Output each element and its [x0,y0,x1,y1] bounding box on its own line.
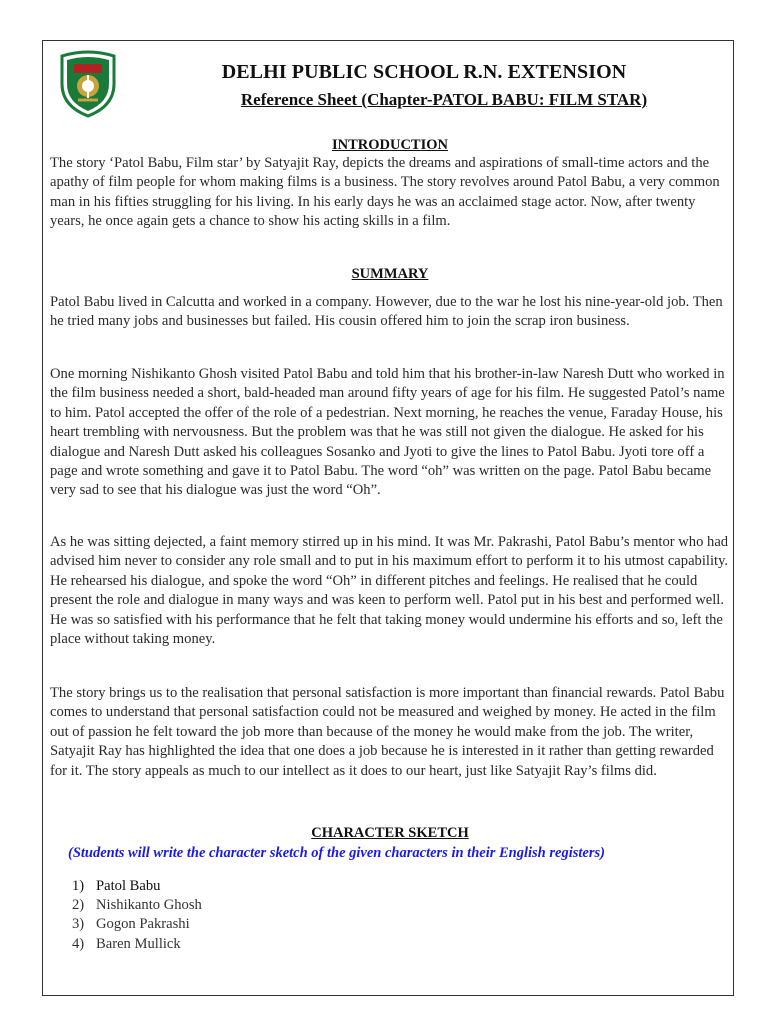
introduction-paragraph: The story ‘Patol Babu, Film star’ by Satyajit Ray, depicts the dreams and aspirations of small-time actors and the apathy of film people for whom making films is a business. The story revolves around Patol Babu, a very common man in his fifties struggling for his living. In his early days he was an acclaimed stage actor. Now, after twenty years, he once again gets a chance to show his acting skills in a film. [50,155,720,230]
introduction-heading: INTRODUCTION [331,137,448,153]
list-item [72,935,202,954]
school-name: DELHI PUBLIC SCHOOL R.N. EXTENSION [221,61,627,83]
summary-heading: SUMMARY [351,266,429,282]
character-name: Patol Babu [96,878,161,894]
summary-paragraph-3: As he was sitting dejected, a faint memory stirred up in his mind. It was Mr. Pakrashi, Patol Babu’s mentor who had advised him never to consider any role small and to put in his maximum effort to perform it to his utmost capability. He rehearsed his dialogue, and spoke the word “Oh” in different pitches and feelings. He realised that he could present the role and dialogue in many ways and was keen to perform well. Patol put in his best and performed well. He was so satisfied with his performance that he felt that taking money would undermine his efforts and so, left the place without taking money. [50,534,729,648]
list-number: 3) [72,916,85,933]
character-sketch-note: (Students will write the character sketch of the given characters in their English registers) [68,845,605,861]
character-name: Nishikanto Ghosh [96,897,202,914]
list-item [72,877,202,896]
character-name: Baren Mullick [96,935,181,952]
list-item [72,896,202,915]
reference-sheet-title: Reference Sheet (Chapter-PATOL BABU: FILM STAR) [240,90,648,109]
list-number: 2) [72,897,85,914]
summary-paragraph-4: The story brings us to the realisation that personal satisfaction is more important than financial rewards. Patol Babu comes to understand that personal satisfaction could not be measured and weighed by money. He acted in the film out of passion he felt toward the job more than because of the money he would make from the job. The writer, Satyajit Ray has highlighted the idea that one does a job because he is interested in it rather than getting rewarded for it. The story appeals as much to our intellect as it does to our heart, just like Satyajit Ray’s films did. [50,685,725,779]
character-list [72,877,202,954]
list-number: 1) [72,878,85,894]
summary-paragraph-1: Patol Babu lived in Calcutta and worked in a company. However, due to the war he lost his nine-year-old job. Then he tried many jobs and businesses but failed. His cousin offered him to join the scrap iron business. [50,294,723,330]
character-name: Gogon Pakrashi [96,916,190,933]
summary-paragraph-2: One morning Nishikanto Ghosh visited Patol Babu and told him that his brother-in-law Naresh Dutt who worked in the film business needed a short, bald-headed man around fifty years of age for his film. He suggested Patol’s name to him. Patol accepted the offer of the role of a pedestrian. Next morning, he reaches the venue, Faraday House, his heart trembling with nervousness. But the problem was that he was still not given the dialogue. He asked for his dialogue and Naresh Dutt asked his colleagues Sosanko and Jyoti to give the lines to Patol Babu. Jyoti tore off a page and wrote something and gave it to Patol Babu. The word “oh” was written on the page. Patol Babu became very sad to see that his dialogue was just the word “Oh”. [50,366,725,499]
character-sketch-heading: CHARACTER SKETCH [311,825,469,841]
list-item [72,915,202,934]
list-number: 4) [72,935,85,952]
